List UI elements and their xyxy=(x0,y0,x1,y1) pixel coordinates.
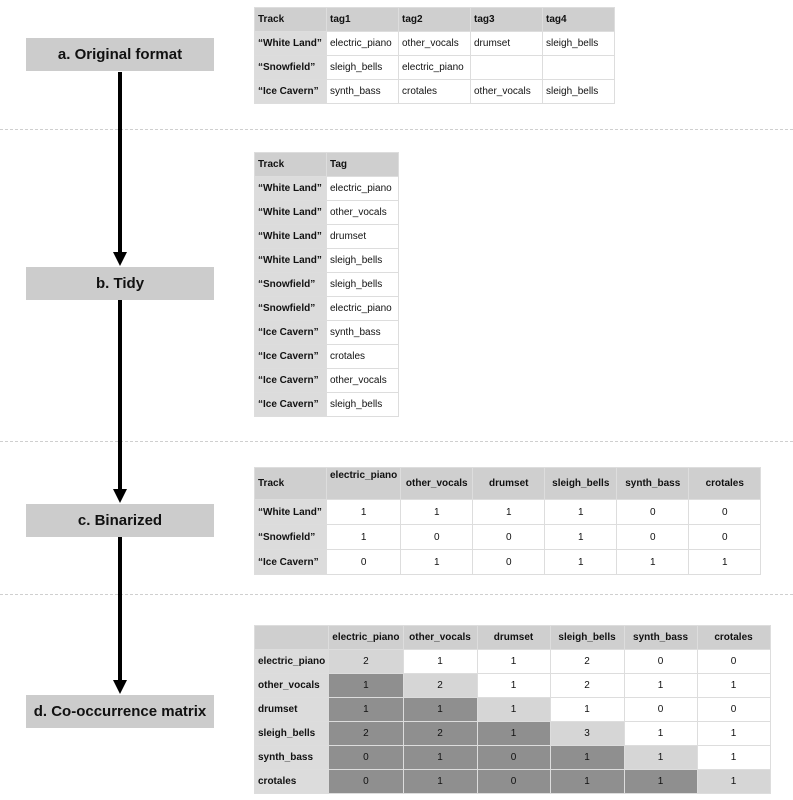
row-header: drumset xyxy=(255,698,329,722)
table-cell: 1 xyxy=(477,674,550,698)
table-cell: sleigh_bells xyxy=(543,80,615,104)
table-cell: sleigh_bells xyxy=(327,273,399,297)
table-row xyxy=(255,297,399,321)
arrowhead-b xyxy=(113,252,127,266)
original-format-table xyxy=(254,7,615,104)
row-header: synth_bass xyxy=(255,746,329,770)
table-cell: 1 xyxy=(624,674,697,698)
arrowhead-d xyxy=(113,680,127,694)
table-cell: 1 xyxy=(403,770,477,794)
table-cell: crotales xyxy=(327,345,399,369)
table-cell: 1 xyxy=(477,722,550,746)
row-header: other_vocals xyxy=(255,674,329,698)
row-header: “Ice Cavern” xyxy=(255,345,327,369)
table-cell: other_vocals xyxy=(327,369,399,393)
table-cell: 3 xyxy=(550,722,624,746)
table-cell: 1 xyxy=(550,746,624,770)
column-header: synth_bass xyxy=(624,626,697,650)
table-cell: 1 xyxy=(327,500,401,525)
table-cell: 1 xyxy=(403,650,477,674)
row-header: “Ice Cavern” xyxy=(255,550,327,575)
table-cell: 1 xyxy=(617,550,689,575)
column-header: other_vocals xyxy=(401,468,473,500)
table-cell: electric_piano xyxy=(327,32,399,56)
column-header: electric_piano xyxy=(327,468,401,500)
table-row xyxy=(255,321,399,345)
table-cell: 1 xyxy=(550,770,624,794)
table-row xyxy=(255,500,761,525)
table-cell: 2 xyxy=(550,674,624,698)
table-cell: 2 xyxy=(403,674,477,698)
tidy-table xyxy=(254,152,399,417)
table-cell: 1 xyxy=(550,698,624,722)
row-header: “White Land” xyxy=(255,500,327,525)
table-cell: 1 xyxy=(403,746,477,770)
table-row xyxy=(255,369,399,393)
row-header: “Snowfield” xyxy=(255,525,327,550)
table-row xyxy=(255,550,761,575)
table-cell: 0 xyxy=(473,525,545,550)
row-header: “White Land” xyxy=(255,177,327,201)
step-original-format: a. Original format xyxy=(26,38,214,71)
table-cell: drumset xyxy=(327,225,399,249)
table-row xyxy=(255,345,399,369)
row-header: “Ice Cavern” xyxy=(255,80,327,104)
table-cell: synth_bass xyxy=(327,80,399,104)
table-cell: other_vocals xyxy=(471,80,543,104)
header-row xyxy=(255,8,615,32)
table-cell: 0 xyxy=(477,770,550,794)
table-cell: 1 xyxy=(473,500,545,525)
column-header xyxy=(255,626,329,650)
row-header: crotales xyxy=(255,770,329,794)
table-cell: 1 xyxy=(697,746,770,770)
arrowhead-c xyxy=(113,489,127,503)
table-cell: 0 xyxy=(689,500,761,525)
table-row xyxy=(255,201,399,225)
table-cell: other_vocals xyxy=(327,201,399,225)
table-cell: 1 xyxy=(545,500,617,525)
row-header: “Ice Cavern” xyxy=(255,321,327,345)
row-header: “Ice Cavern” xyxy=(255,393,327,417)
table-cell: 0 xyxy=(617,500,689,525)
table-cell: crotales xyxy=(399,80,471,104)
table-cell: 1 xyxy=(477,698,550,722)
column-header: crotales xyxy=(689,468,761,500)
table-row xyxy=(255,650,771,674)
table-cell: 1 xyxy=(403,698,477,722)
table-row xyxy=(255,525,761,550)
row-header: “Ice Cavern” xyxy=(255,369,327,393)
table-cell: 1 xyxy=(401,500,473,525)
row-header: sleigh_bells xyxy=(255,722,329,746)
table-row xyxy=(255,674,771,698)
table-cell: 2 xyxy=(329,650,403,674)
column-header: synth_bass xyxy=(617,468,689,500)
table-cell: 1 xyxy=(697,722,770,746)
table-cell: 1 xyxy=(477,650,550,674)
column-header: tag4 xyxy=(543,8,615,32)
table-cell xyxy=(471,56,543,80)
table-cell: 0 xyxy=(697,698,770,722)
column-header: Tag xyxy=(327,153,399,177)
table-row xyxy=(255,273,399,297)
table-cell: 0 xyxy=(624,650,697,674)
table-cell: 1 xyxy=(401,550,473,575)
table-row xyxy=(255,177,399,201)
column-header: sleigh_bells xyxy=(550,626,624,650)
column-header: Track xyxy=(255,8,327,32)
table-row xyxy=(255,746,771,770)
table-cell: 0 xyxy=(689,525,761,550)
table-row xyxy=(255,249,399,273)
table-cell: 0 xyxy=(617,525,689,550)
table-cell: 0 xyxy=(327,550,401,575)
column-header: electric_piano xyxy=(329,626,403,650)
table-cell: electric_piano xyxy=(327,177,399,201)
column-header: Track xyxy=(255,468,327,500)
table-cell: drumset xyxy=(471,32,543,56)
table-cell: 0 xyxy=(329,746,403,770)
table-cell: 1 xyxy=(329,698,403,722)
table-cell: sleigh_bells xyxy=(327,249,399,273)
table-cell: 0 xyxy=(329,770,403,794)
row-header: “White Land” xyxy=(255,201,327,225)
table-cell xyxy=(543,56,615,80)
table-cell: 1 xyxy=(697,770,770,794)
table-row xyxy=(255,722,771,746)
table-cell: 1 xyxy=(624,746,697,770)
column-header: tag2 xyxy=(399,8,471,32)
column-header: sleigh_bells xyxy=(545,468,617,500)
table-cell: sleigh_bells xyxy=(327,393,399,417)
table-cell: electric_piano xyxy=(399,56,471,80)
column-header: other_vocals xyxy=(403,626,477,650)
column-header: crotales xyxy=(697,626,770,650)
row-header: “Snowfield” xyxy=(255,297,327,321)
table-cell: 0 xyxy=(401,525,473,550)
table-cell: 1 xyxy=(624,770,697,794)
table-cell: electric_piano xyxy=(327,297,399,321)
table-row xyxy=(255,770,771,794)
table-cell: synth_bass xyxy=(327,321,399,345)
header-row xyxy=(255,626,771,650)
step-cooccurrence-matrix: d. Co-occurrence matrix xyxy=(26,695,214,728)
cooccurrence-matrix xyxy=(254,625,771,794)
row-header: “Snowfield” xyxy=(255,273,327,297)
table-row xyxy=(255,225,399,249)
table-cell: 1 xyxy=(327,525,401,550)
binarized-table xyxy=(254,467,761,575)
row-header: “White Land” xyxy=(255,249,327,273)
table-cell: sleigh_bells xyxy=(327,56,399,80)
table-cell: 0 xyxy=(697,650,770,674)
header-row xyxy=(255,468,761,500)
column-header: tag3 xyxy=(471,8,543,32)
table-cell: 1 xyxy=(697,674,770,698)
table-cell: 1 xyxy=(689,550,761,575)
table-cell: 0 xyxy=(473,550,545,575)
table-row xyxy=(255,80,615,104)
table-cell: 2 xyxy=(403,722,477,746)
table-cell: other_vocals xyxy=(399,32,471,56)
table-cell: 0 xyxy=(477,746,550,770)
table-cell: 2 xyxy=(550,650,624,674)
step-binarized: c. Binarized xyxy=(26,504,214,537)
table-cell: 1 xyxy=(329,674,403,698)
row-header: electric_piano xyxy=(255,650,329,674)
column-header: drumset xyxy=(477,626,550,650)
table-cell: 1 xyxy=(545,525,617,550)
header-row xyxy=(255,153,399,177)
row-header: “White Land” xyxy=(255,225,327,249)
table-cell: sleigh_bells xyxy=(543,32,615,56)
column-header: tag1 xyxy=(327,8,399,32)
table-cell: 0 xyxy=(624,698,697,722)
table-row xyxy=(255,32,615,56)
table-row xyxy=(255,56,615,80)
table-row xyxy=(255,698,771,722)
row-header: “Snowfield” xyxy=(255,56,327,80)
column-header: Track xyxy=(255,153,327,177)
table-row xyxy=(255,393,399,417)
table-cell: 2 xyxy=(329,722,403,746)
row-header: “White Land” xyxy=(255,32,327,56)
table-cell: 1 xyxy=(545,550,617,575)
table-cell: 1 xyxy=(624,722,697,746)
column-header: drumset xyxy=(473,468,545,500)
step-tidy: b. Tidy xyxy=(26,267,214,300)
